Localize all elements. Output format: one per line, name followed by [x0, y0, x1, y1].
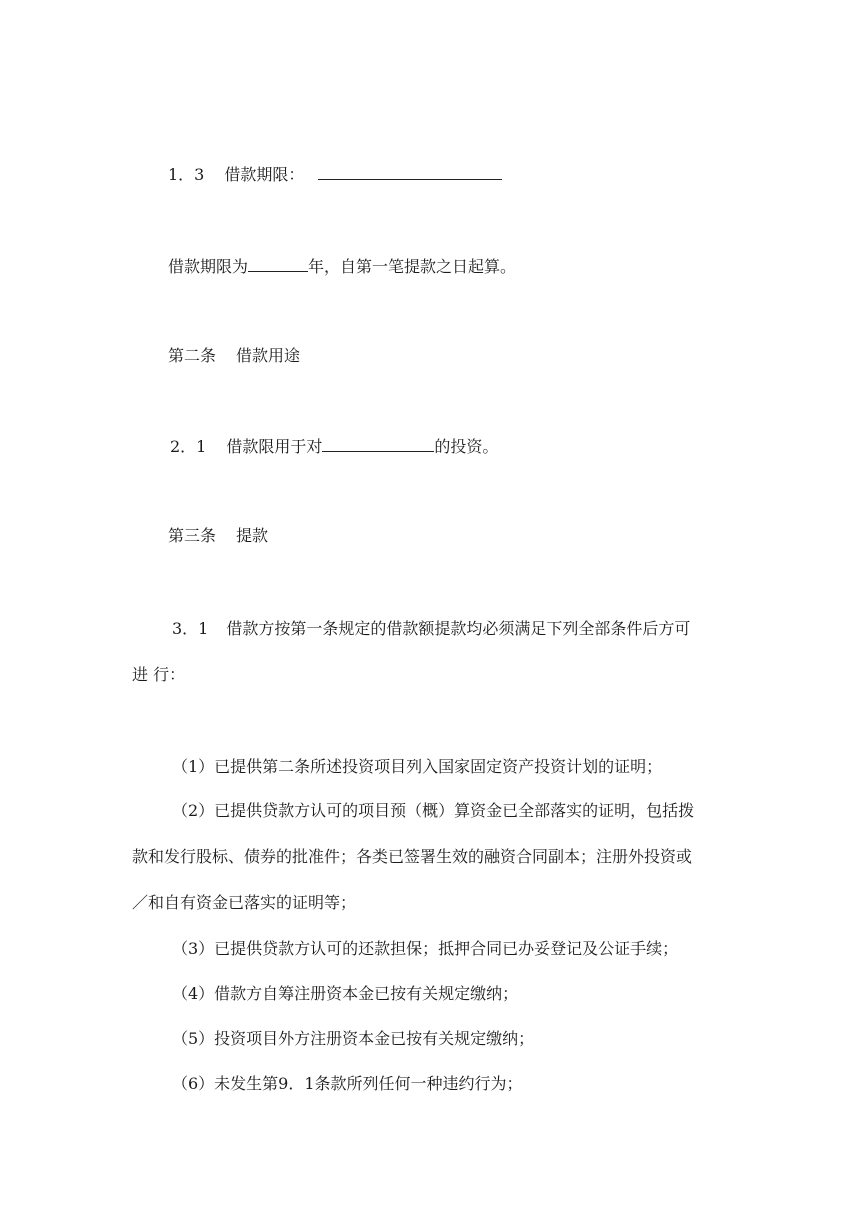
condition-4: （4）借款方自筹注册资本金已按有关规定缴纳； — [172, 984, 519, 1003]
section-label: 借款期限： — [224, 165, 305, 184]
term-line — [168, 255, 516, 278]
condition-2: （2）已提供贷款方认可的项目预（概）算资金已全部落实的证明，包括拨 — [172, 801, 695, 820]
condition-1: （1）已提供第二条所述投资项目列入国家固定资产投资计划的证明； — [172, 757, 663, 776]
term-prefix: 借款期限为 — [168, 257, 249, 276]
condition-5: （5）投资项目外方注册资本金已按有关规定缴纳； — [172, 1029, 535, 1048]
condition-3: （3）已提供贷款方认可的还款担保；抵押合同已办妥登记及公证手续； — [172, 939, 679, 958]
article-title: 第三条 — [168, 526, 217, 545]
article-heading: 提款 — [236, 526, 269, 545]
article-3-heading — [168, 525, 268, 547]
article-heading: 借款用途 — [236, 346, 301, 365]
section-2-1 — [170, 435, 498, 458]
section-number: 3．1 — [172, 619, 209, 638]
investment-blank — [322, 435, 434, 452]
term-years-blank — [248, 255, 308, 272]
section-number: 1．3 — [168, 165, 205, 184]
term-blank-long — [318, 163, 502, 180]
condition-2-cont-1: 款和发行股标、债券的批准件；各类已签署生效的融资合同副本；注册外投资或 — [132, 847, 693, 866]
article-2-heading — [168, 345, 300, 367]
section-prefix: 借款限用于对 — [226, 437, 323, 456]
condition-2-cont-2: ／和自有资金已落实的证明等； — [132, 893, 357, 912]
section-3-1 — [172, 618, 690, 640]
section-number: 2．1 — [170, 437, 207, 456]
term-suffix: 年，自第一笔提款之日起算。 — [308, 257, 517, 276]
section-1-3 — [168, 163, 502, 186]
condition-6: （6）未发生第9．1条款所列任何一种违约行为； — [172, 1074, 523, 1093]
article-title: 第二条 — [168, 346, 217, 365]
section-3-1-continuation: 进 行： — [132, 665, 186, 684]
section-suffix: 的投资。 — [434, 437, 499, 456]
section-text: 借款方按第一条规定的借款额提款均必须满足下列全部条件后方可 — [226, 619, 691, 638]
